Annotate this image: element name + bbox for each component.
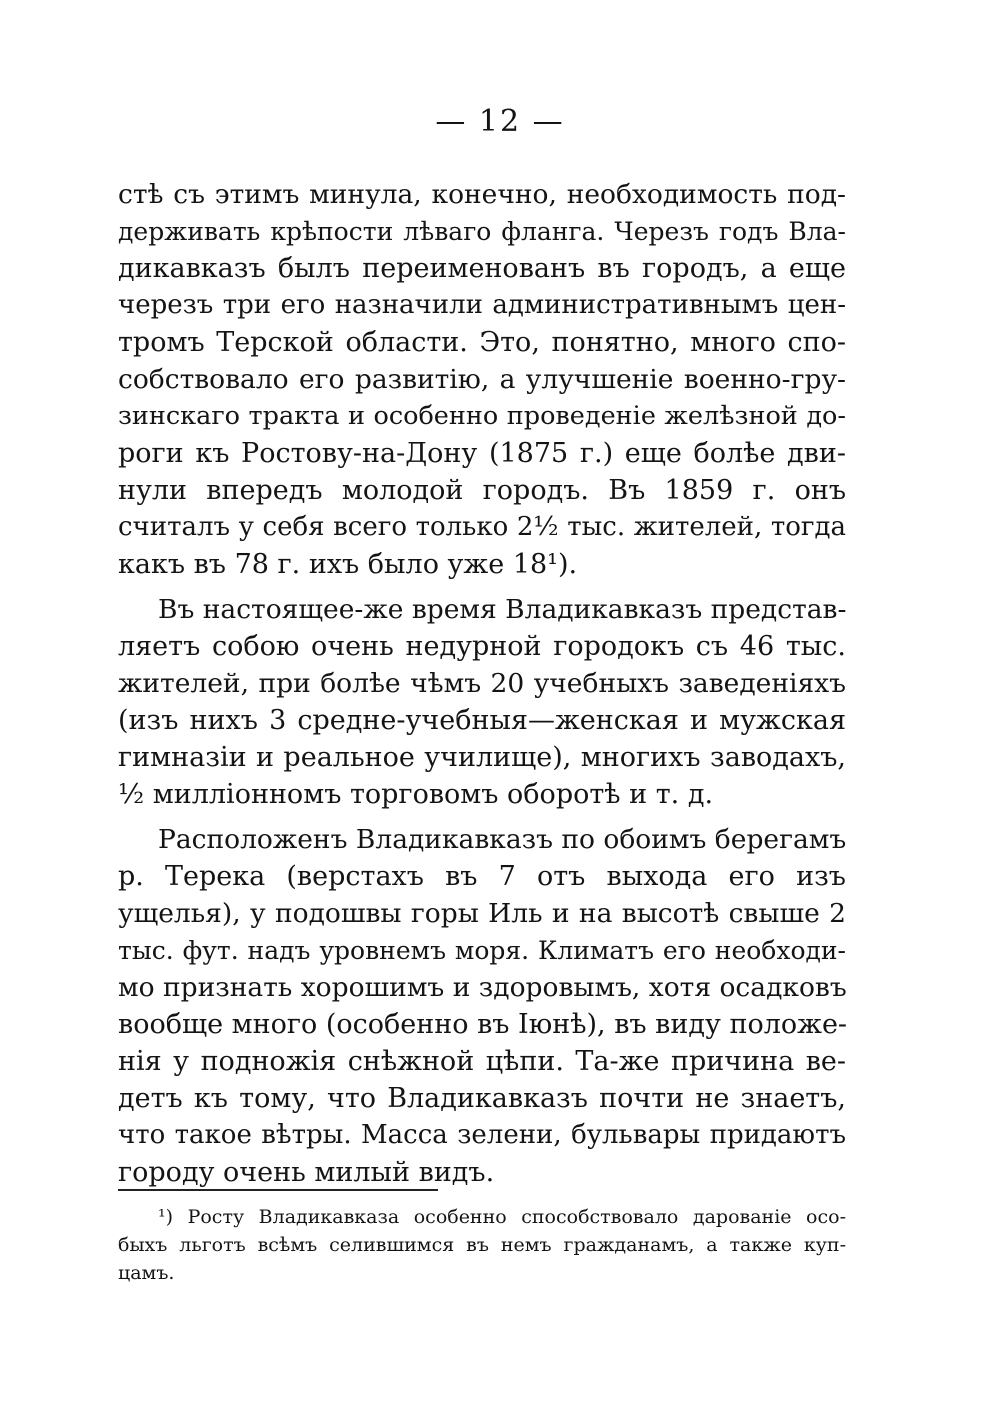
text-line: жителей, при болѣе чѣмъ 20 учебныхъ заведеніяхъ — [118, 668, 846, 699]
text-line: городу очень милый видъ. — [118, 1157, 495, 1188]
text-line: ляетъ собою очень недурной городокъ съ 46 тыс. — [118, 631, 846, 662]
text-line: вообще много (особенно въ Іюнѣ), въ виду положе- — [118, 1009, 848, 1040]
text-line: нія у подножія снѣжной цѣпи. Та-же причина ве- — [118, 1046, 846, 1077]
paragraph — [118, 176, 846, 583]
text-line: детъ къ тому, что Владикавказъ почти не знаетъ, — [118, 1083, 846, 1114]
text-line: роги къ Ростову-на-Дону (1875 г.) еще болѣе дви- — [118, 438, 846, 469]
footnote-line: цамъ. — [118, 1262, 175, 1284]
text-line: какъ въ 78 г. ихъ было уже 18¹). — [118, 549, 578, 580]
footnote-divider — [118, 1189, 438, 1191]
text-line: ущелья), у подошвы горы Иль и на высотѣ свыше 2 — [118, 898, 846, 929]
text-line: нули впередъ молодой городъ. Въ 1859 г. онъ — [118, 475, 846, 506]
footnote — [118, 1203, 846, 1287]
footnote-line: быхъ льготъ всѣмъ селившимся въ немъ гражданамъ, а также куп- — [118, 1234, 846, 1256]
paragraph — [118, 821, 846, 1191]
text-line: считалъ у себя всего только 2½ тыс. жителей, тогда — [118, 512, 846, 542]
text-line: тромъ Терской области. Это, понятно, много спо- — [118, 327, 846, 358]
text-line: Расположенъ Владикавказъ по обоимъ берегамъ — [158, 824, 847, 855]
text-line: дикавказъ былъ переименованъ въ городъ, а еще — [118, 253, 846, 284]
text-line: р. Терека (верстахъ въ 7 отъ выхода его изъ — [118, 861, 846, 892]
text-line: стѣ съ этимъ минула, конечно, необходимость под- — [118, 179, 846, 210]
text-line: Въ настоящее-же время Владикавказъ представ- — [158, 594, 847, 625]
text-line: гимназіи и реальное училище), многихъ заводахъ, — [118, 742, 846, 773]
text-line: ½ милліонномъ торговомъ оборотѣ и т. д. — [118, 779, 714, 810]
text-line: (изъ нихъ 3 средне-учебныя—женская и мужская — [118, 705, 846, 736]
footnote-line: ¹) Росту Владикавказа особенно способствовало дарованіе осо- — [158, 1206, 846, 1228]
body-text — [118, 176, 846, 1191]
text-line: тыс. фут. надъ уровнемъ моря. Климатъ его необходи- — [118, 936, 846, 965]
paragraph — [118, 591, 846, 813]
text-line: что такое вѣтры. Масса зелени, бульвары придаютъ — [118, 1120, 846, 1150]
text-line: собствовало его развитію, а улучшеніе военно-гру- — [118, 364, 846, 395]
text-line: держивать крѣпости лѣваго фланга. Черезъ годъ Вла- — [118, 217, 846, 246]
text-line: зинскаго тракта и особенно проведеніе желѣзной до- — [118, 401, 846, 431]
page-number: — 12 — — [435, 104, 565, 139]
text-line: мо признать хорошимъ и здоровымъ, хотя осадковъ — [118, 972, 847, 1003]
text-line: черезъ три его назначили административнымъ цен- — [118, 290, 846, 320]
